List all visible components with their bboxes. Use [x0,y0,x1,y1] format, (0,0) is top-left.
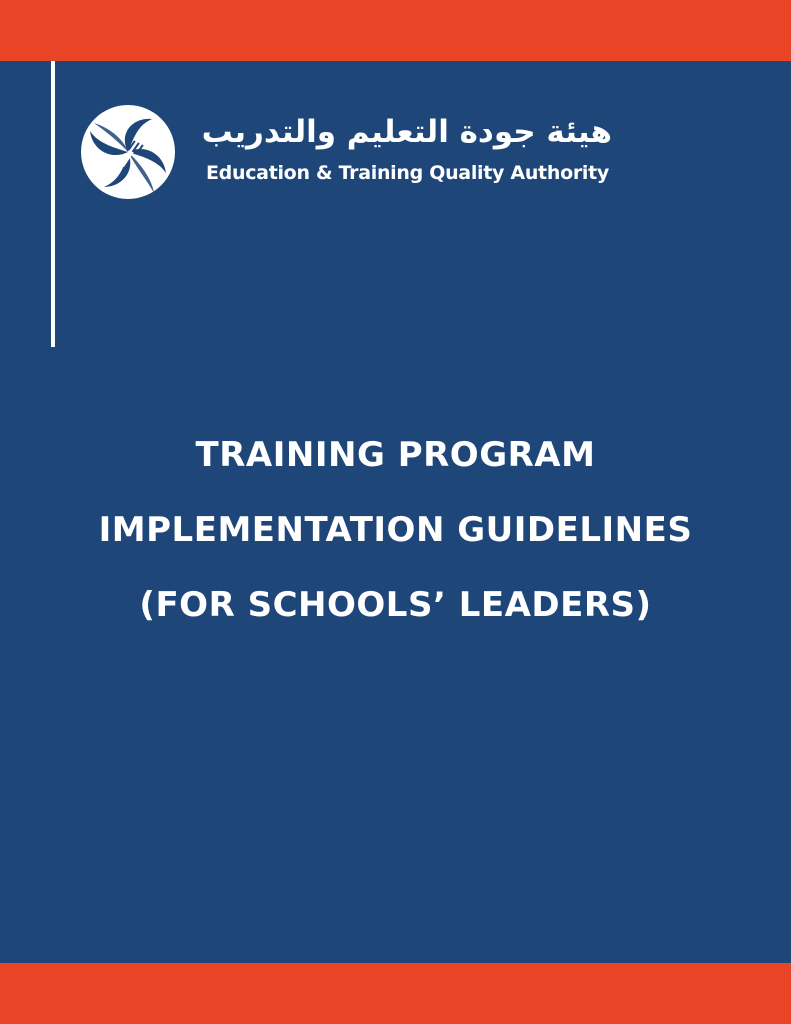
organization-name-english: Education & Training Quality Authority [206,162,609,184]
title-line-2: IMPLEMENTATION GUIDELINES [98,510,693,550]
title-line-1: TRAINING PROGRAM [195,435,596,475]
swirl-emblem-icon [78,103,178,201]
title-line-3: (FOR SCHOOLS’ LEADERS) [139,585,652,625]
bottom-accent-band [0,963,791,1024]
top-accent-band [0,0,791,61]
document-title [0,418,791,643]
vertical-divider [51,61,55,347]
organization-name-arabic: هيئة جودة التعليم والتدريب [201,114,612,150]
